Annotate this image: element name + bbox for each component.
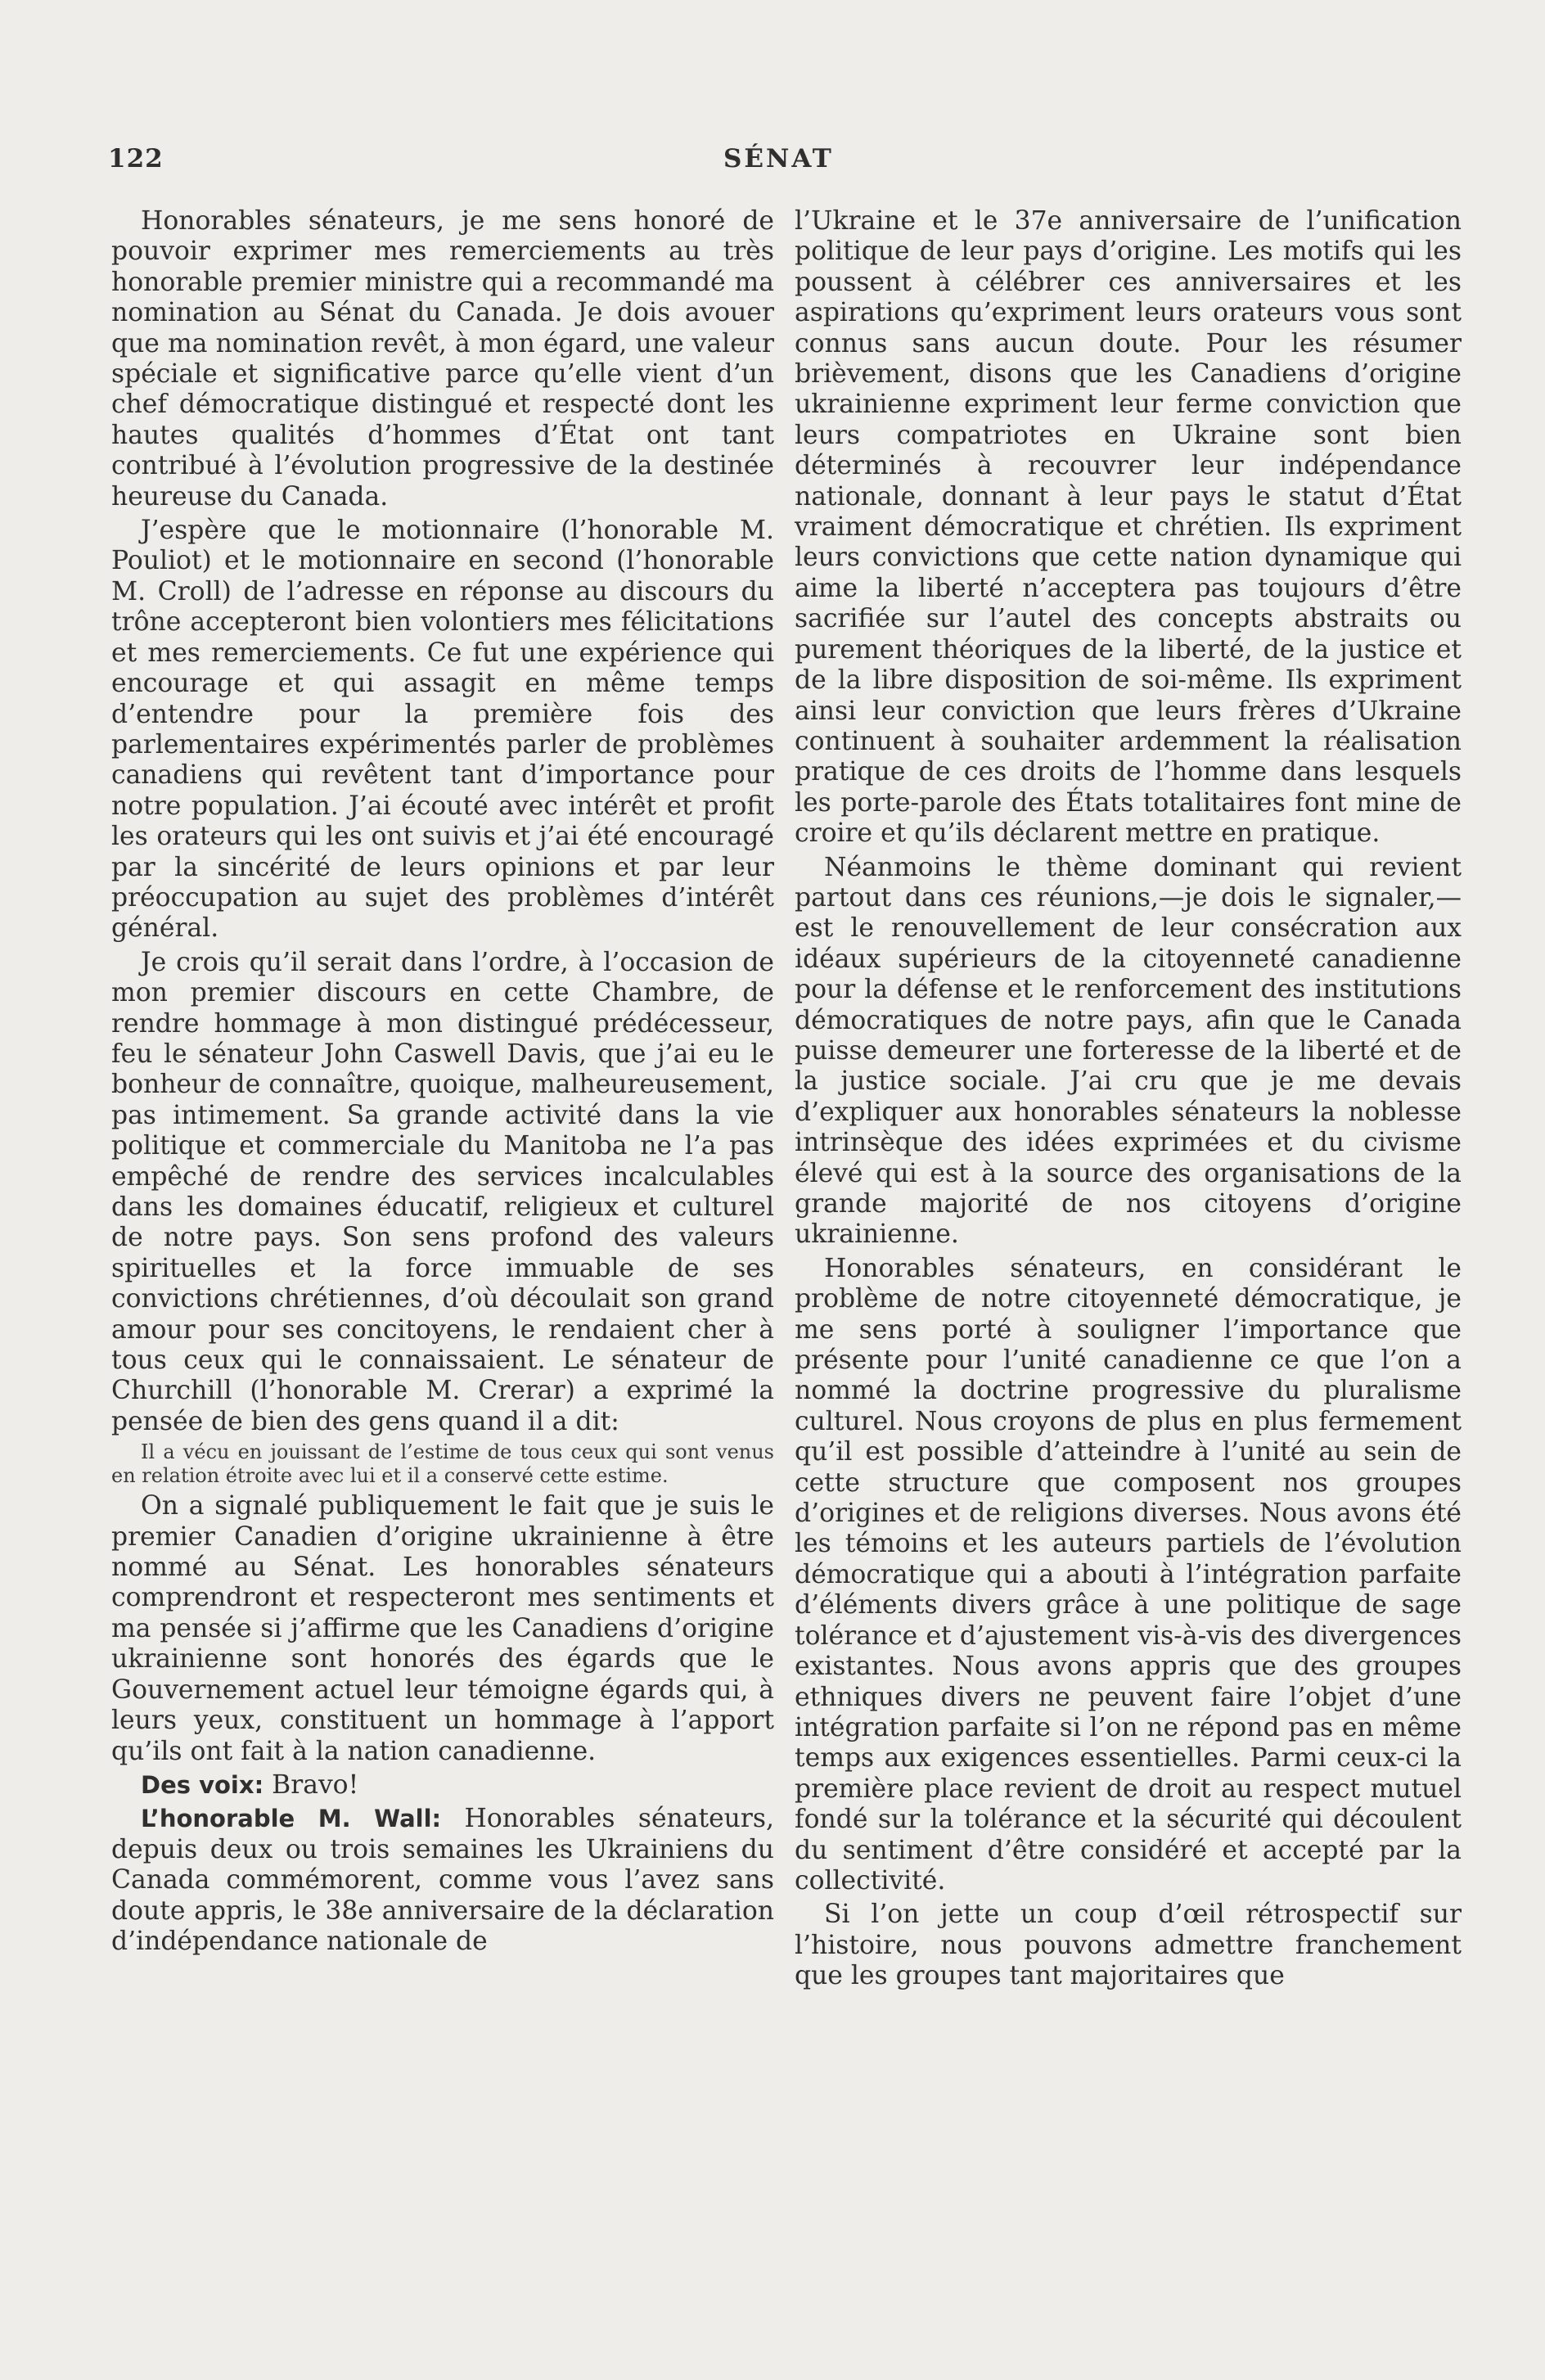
paragraph: Si l’on jette un coup d’œil rétrospectif sur l’histoire, nous pouvons admettre franchement que les groupes tant majoritaires que	[795, 1900, 1462, 1991]
running-head: SÉNAT	[723, 144, 834, 174]
paragraph: Honorables sénateurs, en considérant le problème de notre citoyenneté démocratique, je me sens porté à souligner l’importance que présente pour l’unité canadienne ce que l’on a nommé la doctrine progressive du pluralisme culturel. Nous croyons de plus en plus fermement qu’il est possible d’atteindre à l’unité au sein de cette structure que composent nos groupes d’origines et de religions diverses. Nous avons été les témoins et les auteurs partiels de l’évolution démocratique qui a abouti à l’intégration parfaite d’éléments divers grâce à une politique de sage tolérance et d’ajustement vis-à-vis des divergences existantes. Nous avons appris que des groupes ethniques divers ne peuvent faire l’objet d’une intégration parfaite si l’on ne répond pas en même temps aux exigences essentielles. Parmi ceux-ci la première place revient de droit au respect mutuel fondé sur la tolérance et la sécurité qui découlent du sentiment d’être considéré et accepté par la collectivité.	[795, 1253, 1462, 1895]
speaker-paragraph	[111, 1770, 774, 1801]
paragraph: On a signalé publiquement le fait que je suis le premier Canadien d’origine ukrainienne à être nommé au Sénat. Les honorables sénateurs comprendront et respecteront mes sentiments et ma pensée si j’affirme que les Canadiens d’origine ukrainienne sont honorés des égards que le Gouvernement actuel leur témoigne égards qui, à leurs yeux, constituent un hommage à l’apport qu’ils ont fait à la nation canadienne.	[111, 1491, 774, 1766]
paragraph: Honorables sénateurs, je me sens honoré de pouvoir exprimer mes remerciements au très honorable premier ministre qui a recommandé ma nomination au Sénat du Canada. Je dois avouer que ma nomination revêt, à mon égard, une valeur spéciale et significative parce qu’elle vient d’un chef démocratique distingué et respecté dont les hautes qualités d’hommes d’État ont tant contribué à l’évolution progressive de la destinée heureuse du Canada.	[111, 206, 774, 512]
paragraph: Néanmoins le thème dominant qui revient partout dans ces réunions,—je dois le signaler,—est le renouvellement de leur consécration aux idéaux supérieurs de la citoyenneté canadienne pour la défense et le renforcement des institutions démocratiques de notre pays, afin que le Canada puisse demeurer une forteresse de la liberté et de la justice sociale. J’ai cru que je me devais d’expliquer aux honorables sénateurs la noblesse intrinsèque des idées exprimées et du civisme élevé qui est à la source des organisations de la grande majorité de nos citoyens d’origine ukrainienne.	[795, 852, 1462, 1250]
speaker-name: Des voix:	[141, 1770, 264, 1799]
left-column	[111, 206, 774, 1960]
block-quote: Il a vécu en jouissant de l’estime de tous ceux qui sont venus en relation étroite avec lui et il a conservé cette estime.	[111, 1440, 774, 1488]
paragraph: J’espère que le motionnaire (l’honorable M. Pouliot) et le motionnaire en second (l’honorable M. Croll) de l’adresse en réponse au discours du trône accepteront bien volontiers mes félicitations et mes remerciements. Ce fut une expérience qui encourage et qui assagit en même temps d’entendre pour la première fois des parlementaires expérimentés parler de problèmes canadiens qui revêtent tant d’importance pour notre population. J’ai écouté avec intérêt et profit les orateurs qui les ont suivis et j’ai été encouragé par la sincérité de leurs opinions et par leur préoccupation au sujet des problèmes d’intérêt général.	[111, 516, 774, 944]
speech-text: Bravo!	[272, 1769, 359, 1800]
speech-text: Honorables sénateurs, depuis deux ou trois semaines les Ukrainiens du Canada commémorent, comme vous l’avez sans doute appris, le 38e anniversaire de la déclaration d’indépendance nationale de	[111, 1804, 774, 1956]
paragraph: Je crois qu’il serait dans l’ordre, à l’occasion de mon premier discours en cette Chambre, de rendre hommage à mon distingué prédécesseur, feu le sénateur John Caswell Davis, que j’ai eu le bonheur de connaître, quoique, malheureusement, pas intimement. Sa grande activité dans la vie politique et commerciale du Manitoba ne l’a pas empêché de rendre des services incalculables dans les domaines éducatif, religieux et culturel de notre pays. Son sens profond des valeurs spirituelles et la force immuable de ses convictions chrétiennes, d’où découlait son grand amour pour ses concitoyens, le rendaient cher à tous ceux qui le connaissaient. Le sénateur de Churchill (l’honorable M. Crerar) a exprimé la pensée de bien des gens quand il a dit:	[111, 947, 774, 1436]
speaker-paragraph	[111, 1804, 774, 1957]
right-column	[795, 206, 1462, 1995]
paragraph: l’Ukraine et le 37e anniversaire de l’unification politique de leur pays d’origine. Les motifs qui les poussent à célébrer ces anniversaires et les aspirations qu’expriment leurs orateurs vous sont connus sans aucun doute. Pour les résumer brièvement, disons que les Canadiens d’origine ukrainienne expriment leur ferme conviction que leurs compatriotes en Ukraine sont bien déterminés à recouvrer leur indépendance nationale, donnant à leur pays le statut d’État vraiment démocratique et chrétien. Ils expriment leurs convictions que cette nation dynamique qui aime la liberté n’acceptera pas toujours d’être sacrifiée sur l’autel des concepts abstraits ou purement théoriques de la liberté, de la justice et de la libre disposition de soi-même. Ils expriment ainsi leur conviction que leurs frères d’Ukraine continuent à souhaiter ardemment la réalisation pratique de ces droits de l’homme dans lesquels les porte-parole des États totalitaires font mine de croire et qu’ils déclarent mettre en pratique.	[795, 206, 1462, 849]
speaker-name: L’honorable M. Wall:	[141, 1805, 442, 1833]
page-number: 122	[108, 144, 164, 174]
